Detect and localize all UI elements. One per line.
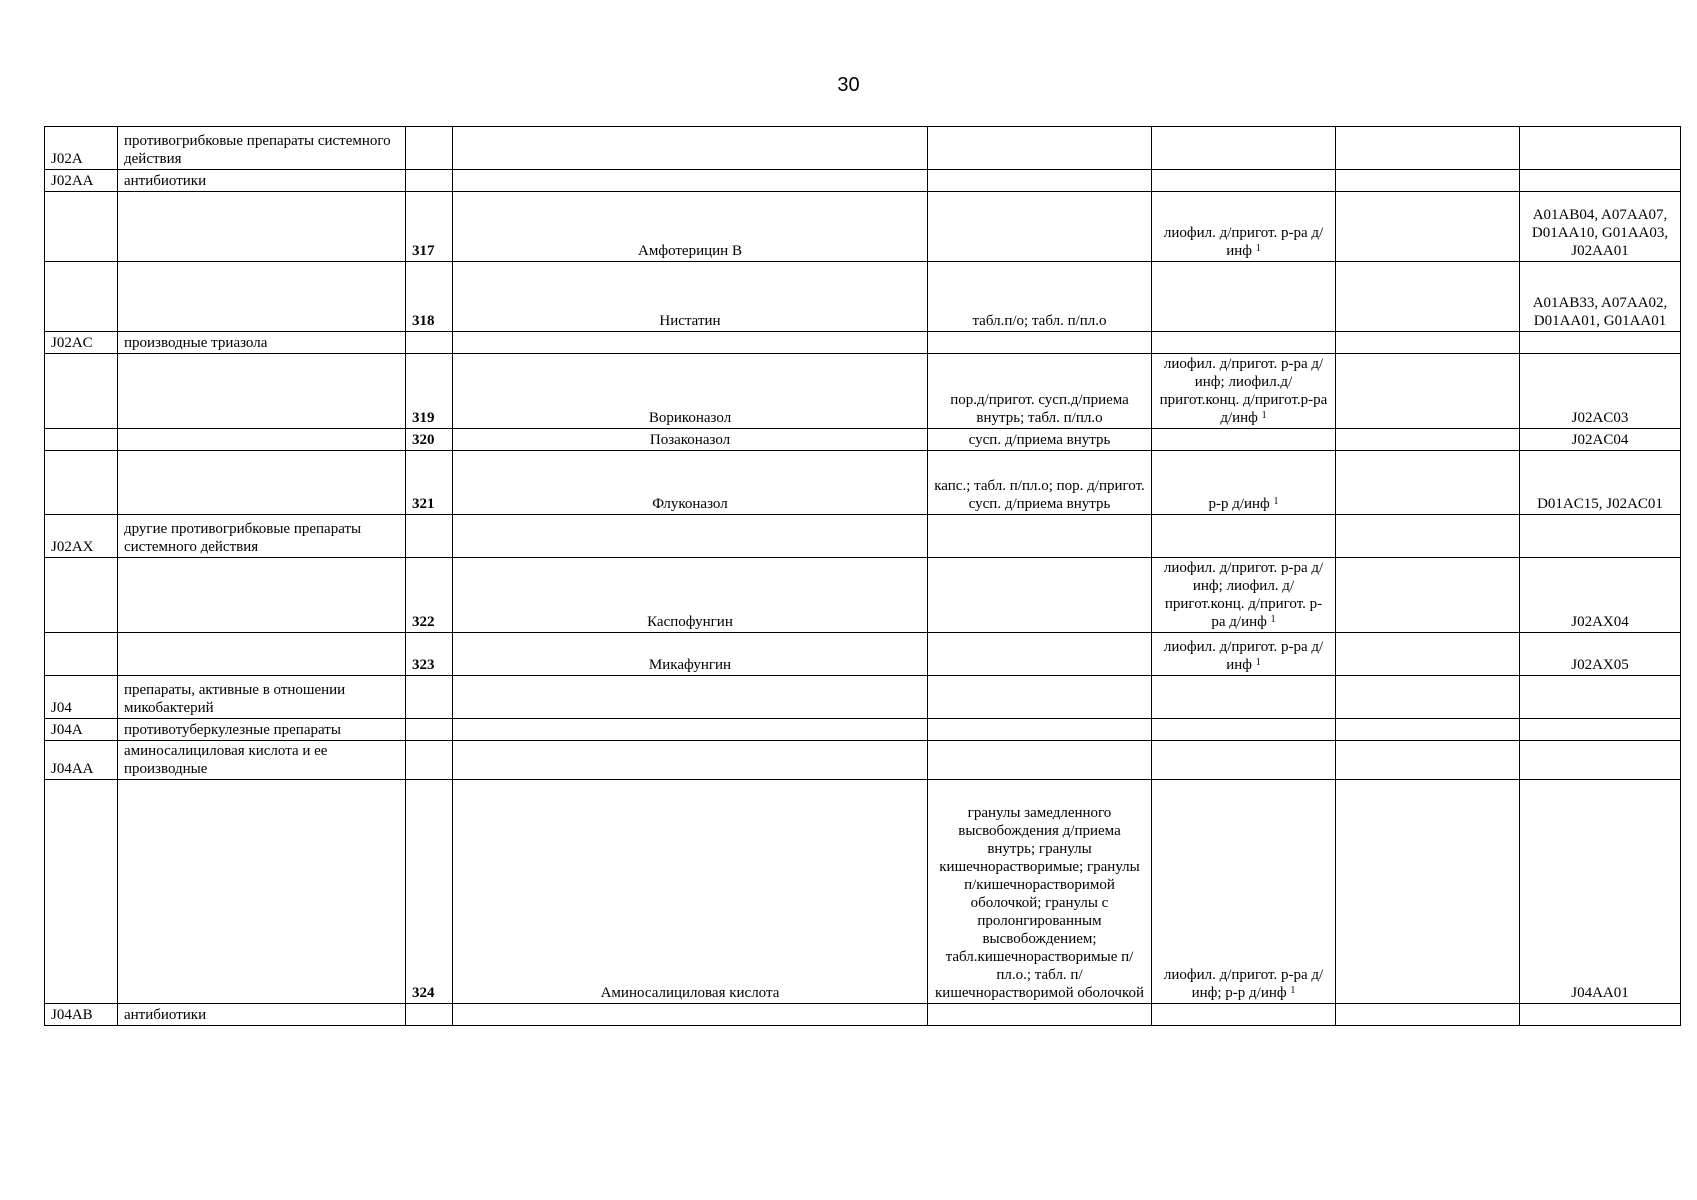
- group-name-cell-text: аминосалициловая кислота и ее производные: [124, 743, 328, 777]
- drug-row: [45, 192, 1681, 262]
- extra-cell: [1336, 429, 1520, 451]
- group-name-cell-text: противогрибковые препараты системного действия: [124, 133, 391, 167]
- empty-cell: [453, 719, 928, 741]
- empty-cell: [1336, 127, 1520, 170]
- group-name-cell: [118, 354, 406, 429]
- empty-cell: [406, 127, 453, 170]
- drug-name-cell-text: Микафунгин: [648, 657, 732, 673]
- drug-number-cell: [406, 451, 453, 515]
- drug-row: [45, 354, 1681, 429]
- footnote-marker: 1: [1255, 657, 1261, 668]
- drug-number-cell: [406, 192, 453, 262]
- group-row: [45, 676, 1681, 719]
- atc-codes-cell-text: D01AC15, J02AC01: [1537, 496, 1663, 512]
- footnote-marker: 1: [1273, 496, 1279, 507]
- drug-name-cell: [453, 262, 928, 332]
- empty-cell: [406, 1004, 453, 1026]
- group-name-cell: [118, 332, 406, 354]
- empty-cell: [453, 332, 928, 354]
- group-name-cell-text: антибиотики: [124, 1007, 207, 1023]
- table-body: [45, 127, 1681, 1026]
- empty-cell: [928, 127, 1152, 170]
- atc-code-cell-text: J04AB: [51, 1007, 93, 1023]
- empty-cell: [1336, 741, 1520, 780]
- atc-code-cell: [45, 1004, 118, 1026]
- injection-form-cell-text: лиофил. д/пригот. р-ра д/инф; р-р д/инф: [1163, 967, 1324, 1001]
- empty-cell: [1152, 676, 1336, 719]
- injection-form-cell-text: лиофил. д/пригот. р-ра д/инф: [1163, 225, 1324, 259]
- group-row: [45, 719, 1681, 741]
- empty-cell: [1336, 170, 1520, 192]
- drug-number-cell: [406, 780, 453, 1004]
- atc-code-cell: [45, 676, 118, 719]
- drug-number-cell-text: 321: [412, 496, 435, 512]
- footnote-marker: 1: [1270, 614, 1276, 625]
- empty-cell: [406, 170, 453, 192]
- atc-code-cell: [45, 633, 118, 676]
- drug-number-cell-text: 324: [412, 985, 435, 1001]
- group-name-cell: [118, 515, 406, 558]
- atc-codes-cell-text: J02AX04: [1571, 614, 1629, 630]
- empty-cell: [1336, 1004, 1520, 1026]
- group-name-cell-text: другие противогрибковые препараты системного действия: [124, 521, 362, 555]
- atc-code-cell: [45, 170, 118, 192]
- atc-codes-cell: [1520, 633, 1681, 676]
- atc-codes-cell: [1520, 262, 1681, 332]
- extra-cell: [1336, 633, 1520, 676]
- injection-form-cell: [1152, 192, 1336, 262]
- group-name-cell: [118, 719, 406, 741]
- oral-form-cell: [928, 429, 1152, 451]
- empty-cell: [406, 515, 453, 558]
- atc-codes-cell: [1520, 354, 1681, 429]
- footnote-marker: 1: [1290, 985, 1296, 996]
- injection-form-cell: [1152, 429, 1336, 451]
- atc-code-cell: [45, 262, 118, 332]
- drug-name-cell-text: Аминосалициловая кислота: [600, 985, 780, 1001]
- group-row: [45, 515, 1681, 558]
- atc-code-cell-text: J02AA: [51, 173, 94, 189]
- injection-form-cell: [1152, 262, 1336, 332]
- group-row: [45, 1004, 1681, 1026]
- drug-number-cell: [406, 262, 453, 332]
- empty-cell: [1152, 332, 1336, 354]
- empty-cell: [1152, 515, 1336, 558]
- oral-form-cell-text: пор.д/пригот. сусп.д/приема внутрь; табл. п/пл.о: [950, 392, 1129, 426]
- drug-list-table: [44, 126, 1681, 1026]
- group-name-cell: [118, 1004, 406, 1026]
- drug-name-cell: [453, 633, 928, 676]
- drug-number-cell: [406, 354, 453, 429]
- atc-code-cell: [45, 354, 118, 429]
- empty-cell: [928, 1004, 1152, 1026]
- empty-cell: [928, 332, 1152, 354]
- group-name-cell-text: препараты, активные в отношении микобактерий: [124, 682, 346, 716]
- drug-name-cell-text: Нистатин: [659, 313, 721, 329]
- injection-form-cell-text: р-р д/инф: [1208, 496, 1270, 512]
- drug-number-cell-text: 319: [412, 410, 435, 426]
- atc-code-cell: [45, 719, 118, 741]
- empty-cell: [1520, 741, 1681, 780]
- atc-code-cell-text: J02A: [51, 151, 83, 167]
- drug-number-cell-text: 317: [412, 243, 435, 259]
- empty-cell: [1520, 332, 1681, 354]
- atc-code-cell-text: J04AA: [51, 761, 94, 777]
- drug-row: [45, 429, 1681, 451]
- atc-code-cell: [45, 332, 118, 354]
- empty-cell: [406, 719, 453, 741]
- injection-form-cell: [1152, 354, 1336, 429]
- group-name-cell-text: антибиотики: [124, 173, 207, 189]
- atc-codes-cell-text: J02AC04: [1571, 432, 1629, 448]
- empty-cell: [453, 676, 928, 719]
- drug-row: [45, 451, 1681, 515]
- group-name-cell: [118, 170, 406, 192]
- empty-cell: [1152, 127, 1336, 170]
- group-name-cell: [118, 741, 406, 780]
- empty-cell: [1336, 676, 1520, 719]
- drug-name-cell-text: Вориконазол: [648, 410, 732, 426]
- group-row: [45, 127, 1681, 170]
- group-name-cell: [118, 451, 406, 515]
- empty-cell: [1520, 127, 1681, 170]
- atc-codes-cell-text: A01AB33, A07AA02, D01AA01, G01AA01: [1532, 295, 1668, 329]
- empty-cell: [1520, 719, 1681, 741]
- injection-form-cell: [1152, 451, 1336, 515]
- drug-row: [45, 780, 1681, 1004]
- atc-code-cell: [45, 780, 118, 1004]
- empty-cell: [453, 741, 928, 780]
- footnote-marker: 1: [1255, 243, 1261, 254]
- drug-name-cell: [453, 354, 928, 429]
- drug-name-cell: [453, 451, 928, 515]
- empty-cell: [1336, 332, 1520, 354]
- atc-code-cell-text: J02AX: [51, 539, 94, 555]
- atc-codes-cell: [1520, 192, 1681, 262]
- atc-code-cell-text: J02AC: [51, 335, 93, 351]
- group-row: [45, 332, 1681, 354]
- atc-codes-cell-text: A01AB04, A07AA07, D01AA10, G01AA03, J02AA01: [1531, 207, 1669, 259]
- extra-cell: [1336, 558, 1520, 633]
- empty-cell: [1152, 1004, 1336, 1026]
- injection-form-cell-text: лиофил. д/пригот. р-ра д/инф: [1163, 639, 1324, 673]
- drug-number-cell-text: 323: [412, 657, 435, 673]
- extra-cell: [1336, 262, 1520, 332]
- drug-name-cell-text: Амфотерицин В: [638, 243, 742, 259]
- empty-cell: [1152, 719, 1336, 741]
- empty-cell: [928, 515, 1152, 558]
- oral-form-cell: [928, 262, 1152, 332]
- atc-codes-cell: [1520, 429, 1681, 451]
- injection-form-cell: [1152, 780, 1336, 1004]
- empty-cell: [1336, 719, 1520, 741]
- oral-form-cell: [928, 558, 1152, 633]
- oral-form-cell: [928, 633, 1152, 676]
- atc-code-cell: [45, 127, 118, 170]
- oral-form-cell: [928, 354, 1152, 429]
- drug-name-cell: [453, 192, 928, 262]
- oral-form-cell: [928, 192, 1152, 262]
- group-name-cell: [118, 676, 406, 719]
- oral-form-cell: [928, 780, 1152, 1004]
- footnote-marker: 1: [1261, 410, 1267, 421]
- atc-code-cell: [45, 192, 118, 262]
- extra-cell: [1336, 354, 1520, 429]
- drug-name-cell-text: Каспофунгин: [647, 614, 733, 630]
- atc-code-cell: [45, 451, 118, 515]
- extra-cell: [1336, 192, 1520, 262]
- extra-cell: [1336, 780, 1520, 1004]
- group-row: [45, 170, 1681, 192]
- drug-number-cell-text: 318: [412, 313, 435, 329]
- empty-cell: [1336, 515, 1520, 558]
- group-name-cell: [118, 780, 406, 1004]
- atc-codes-cell-text: J02AC03: [1571, 410, 1629, 426]
- empty-cell: [1520, 676, 1681, 719]
- drug-number-cell: [406, 558, 453, 633]
- empty-cell: [406, 676, 453, 719]
- group-name-cell: [118, 262, 406, 332]
- empty-cell: [928, 676, 1152, 719]
- group-row: [45, 741, 1681, 780]
- group-name-cell: [118, 429, 406, 451]
- empty-cell: [1152, 741, 1336, 780]
- drug-number-cell: [406, 429, 453, 451]
- page-number: 30: [837, 74, 860, 96]
- atc-codes-cell: [1520, 451, 1681, 515]
- atc-codes-cell-text: J04AA01: [1571, 985, 1629, 1001]
- drug-name-cell: [453, 429, 928, 451]
- drug-row: [45, 262, 1681, 332]
- group-name-cell: [118, 127, 406, 170]
- empty-cell: [406, 332, 453, 354]
- empty-cell: [928, 741, 1152, 780]
- empty-cell: [406, 741, 453, 780]
- empty-cell: [928, 719, 1152, 741]
- atc-code-cell: [45, 741, 118, 780]
- empty-cell: [928, 170, 1152, 192]
- atc-code-cell: [45, 558, 118, 633]
- drug-number-cell-text: 322: [412, 614, 435, 630]
- drug-number-cell-text: 320: [412, 432, 435, 448]
- oral-form-cell-text: сусп. д/приема внутрь: [968, 432, 1111, 448]
- atc-code-cell-text: J04: [51, 700, 72, 716]
- empty-cell: [453, 127, 928, 170]
- group-name-cell: [118, 633, 406, 676]
- empty-cell: [453, 515, 928, 558]
- injection-form-cell: [1152, 633, 1336, 676]
- oral-form-cell-text: гранулы замедленного высвобождения д/приема внутрь; гранулы кишечнорастворимые; гранулы п/кишечнорастворимой оболочкой; гранулы с пролонгированным высвобождением; табл.кишечнорастворимые п/пл.о.; табл. п/кишечнорастворимой оболочкой: [935, 805, 1144, 1001]
- atc-codes-cell-text: J02AX05: [1571, 657, 1629, 673]
- drug-row: [45, 558, 1681, 633]
- drug-name-cell: [453, 780, 928, 1004]
- extra-cell: [1336, 451, 1520, 515]
- group-name-cell-text: производные триазола: [124, 335, 268, 351]
- atc-code-cell-text: J04A: [51, 722, 83, 738]
- group-name-cell: [118, 558, 406, 633]
- drug-name-cell-text: Позаконазол: [649, 432, 731, 448]
- empty-cell: [453, 170, 928, 192]
- atc-codes-cell: [1520, 780, 1681, 1004]
- atc-code-cell: [45, 429, 118, 451]
- drug-number-cell: [406, 633, 453, 676]
- atc-codes-cell: [1520, 558, 1681, 633]
- empty-cell: [1520, 1004, 1681, 1026]
- group-name-cell-text: противотуберкулезные препараты: [124, 722, 341, 738]
- oral-form-cell: [928, 451, 1152, 515]
- empty-cell: [1152, 170, 1336, 192]
- drug-name-cell: [453, 558, 928, 633]
- empty-cell: [1520, 515, 1681, 558]
- drug-name-cell-text: Флуконазол: [652, 496, 728, 512]
- oral-form-cell-text: табл.п/о; табл. п/пл.о: [972, 313, 1107, 329]
- empty-cell: [453, 1004, 928, 1026]
- oral-form-cell-text: капс.; табл. п/пл.о; пор. д/пригот. сусп. д/приема внутрь: [934, 478, 1145, 512]
- group-name-cell: [118, 192, 406, 262]
- empty-cell: [1520, 170, 1681, 192]
- injection-form-cell: [1152, 558, 1336, 633]
- injection-form-cell-text: лиофил. д/пригот. р-ра д/инф; лиофил. д/пригот.конц. д/пригот. р-ра д/инф: [1163, 560, 1324, 630]
- injection-form-cell-text: лиофил. д/пригот. р-ра д/инф; лиофил.д/пригот.конц. д/пригот.р-ра д/инф: [1159, 356, 1328, 426]
- drug-row: [45, 633, 1681, 676]
- atc-code-cell: [45, 515, 118, 558]
